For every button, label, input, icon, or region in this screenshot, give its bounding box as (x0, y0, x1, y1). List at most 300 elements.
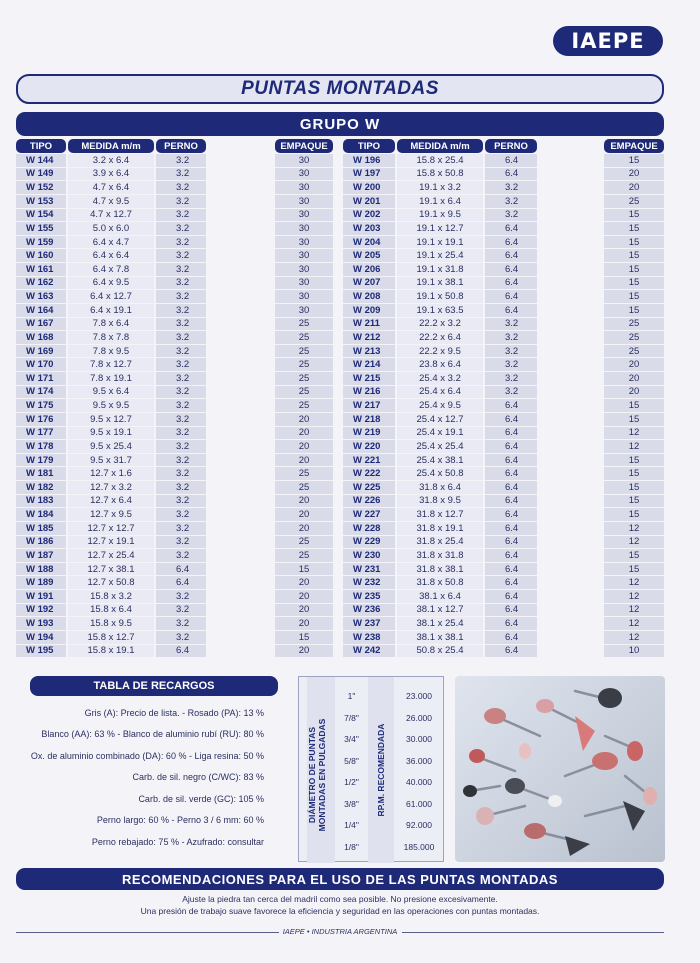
cell-empaque: 25 (275, 481, 333, 495)
recargo-line: Gris (A): Precio de lista. - Rosado (PA): 13 % (84, 707, 264, 718)
cell-perno: 3.2 (485, 209, 537, 223)
cell-medida: 38.1 x 38.1 (397, 631, 483, 645)
cell-perno: 6.4 (485, 495, 537, 509)
right-col-perno (485, 139, 537, 658)
rpm-diameter: 3/8" (344, 798, 359, 809)
cell-perno: 3.2 (156, 427, 206, 441)
cell-empaque: 12 (604, 604, 664, 618)
cell-empaque: 15 (604, 249, 664, 263)
cell-empaque: 25 (604, 318, 664, 332)
cell-empaque: 30 (275, 154, 333, 168)
cell-empaque: 20 (275, 576, 333, 590)
cell-perno: 6.4 (485, 290, 537, 304)
cell-empaque: 30 (275, 209, 333, 223)
cell-tipo: W 168 (16, 331, 66, 345)
cell-perno: 3.2 (156, 318, 206, 332)
cell-tipo: W 222 (343, 467, 395, 481)
cell-empaque: 20 (275, 508, 333, 522)
footer: IAEPE • INDUSTRIA ARGENTINA (16, 927, 664, 936)
cell-perno: 3.2 (485, 181, 537, 195)
cell-empaque: 25 (275, 549, 333, 563)
cell-medida: 19.1 x 38.1 (397, 277, 483, 291)
recargos-title: TABLA DE RECARGOS (30, 676, 278, 696)
cell-perno: 3.2 (485, 345, 537, 359)
cell-perno: 3.2 (156, 481, 206, 495)
cell-perno: 6.4 (485, 440, 537, 454)
cell-medida: 25.4 x 3.2 (397, 372, 483, 386)
cell-medida: 7.8 x 9.5 (68, 345, 154, 359)
cell-perno: 3.2 (156, 331, 206, 345)
cell-tipo: W 169 (16, 345, 66, 359)
cell-perno: 3.2 (156, 522, 206, 536)
cell-empaque: 15 (604, 467, 664, 481)
cell-tipo: W 201 (343, 195, 395, 209)
cell-tipo: W 149 (16, 168, 66, 182)
cell-medida: 25.4 x 9.5 (397, 399, 483, 413)
cell-empaque: 15 (604, 549, 664, 563)
cell-empaque: 15 (604, 154, 664, 168)
cell-tipo: W 192 (16, 604, 66, 618)
cell-medida: 7.8 x 7.8 (68, 331, 154, 345)
cell-medida: 38.1 x 12.7 (397, 604, 483, 618)
footer-rule-right (402, 932, 664, 933)
cell-tipo: W 225 (343, 481, 395, 495)
cell-empaque: 25 (275, 386, 333, 400)
cell-empaque: 15 (604, 563, 664, 577)
cell-empaque: 30 (275, 249, 333, 263)
cell-medida: 12.7 x 1.6 (68, 467, 154, 481)
cell-empaque: 15 (275, 563, 333, 577)
cell-medida: 9.5 x 31.7 (68, 454, 154, 468)
cell-medida: 23.8 x 6.4 (397, 358, 483, 372)
cell-tipo: W 186 (16, 536, 66, 550)
cell-tipo: W 227 (343, 508, 395, 522)
cell-empaque: 25 (275, 372, 333, 386)
cell-perno: 3.2 (485, 195, 537, 209)
cell-medida: 19.1 x 6.4 (397, 195, 483, 209)
cell-tipo: W 178 (16, 440, 66, 454)
cell-perno: 3.2 (156, 386, 206, 400)
cell-medida: 31.8 x 6.4 (397, 481, 483, 495)
header-perno: PERNO (485, 139, 537, 153)
cell-perno: 6.4 (485, 222, 537, 236)
cell-perno: 3.2 (156, 413, 206, 427)
cell-medida: 4.7 x 6.4 (68, 181, 154, 195)
cell-empaque: 10 (604, 645, 664, 659)
rpm-label: RP.M. RECOMENDADA (376, 723, 386, 817)
rpm-value: 92.000 (406, 820, 432, 830)
cell-empaque: 15 (604, 399, 664, 413)
recargo-line: Carb. de sil. negro (C/WC): 83 % (132, 772, 264, 783)
cell-empaque: 15 (604, 222, 664, 236)
cell-medida: 5.0 x 6.0 (68, 222, 154, 236)
cell-perno: 3.2 (156, 263, 206, 277)
rpm-value: 36.000 (406, 755, 432, 766)
cell-tipo: W 183 (16, 495, 66, 509)
cell-medida: 19.1 x 9.5 (397, 209, 483, 223)
cell-perno: 3.2 (156, 604, 206, 618)
cell-empaque: 12 (604, 522, 664, 536)
cell-medida: 9.5 x 19.1 (68, 427, 154, 441)
cell-empaque: 15 (604, 495, 664, 509)
recargo-line: Blanco (AA): 63 % - Blanco de aluminio rubí (RU): 80 % (41, 729, 264, 740)
cell-tipo: W 163 (16, 290, 66, 304)
cell-tipo: W 153 (16, 195, 66, 209)
cell-perno: 3.2 (156, 249, 206, 263)
cell-empaque: 30 (275, 304, 333, 318)
rpm-diameter: 1" (347, 691, 356, 701)
cell-tipo: W 229 (343, 536, 395, 550)
cell-perno: 3.2 (156, 154, 206, 168)
cell-tipo: W 215 (343, 372, 395, 386)
cell-tipo: W 209 (343, 304, 395, 318)
cell-tipo: W 228 (343, 522, 395, 536)
cell-tipo: W 155 (16, 222, 66, 236)
cell-tipo: W 226 (343, 495, 395, 509)
cell-medida: 3.9 x 6.4 (68, 168, 154, 182)
cell-medida: 4.7 x 12.7 (68, 209, 154, 223)
cell-tipo: W 208 (343, 290, 395, 304)
cell-medida: 15.8 x 3.2 (68, 590, 154, 604)
cell-tipo: W 205 (343, 249, 395, 263)
rpm-diameter: 3/4" (344, 734, 359, 744)
cell-perno: 3.2 (156, 195, 206, 209)
cell-perno: 6.4 (485, 549, 537, 563)
cell-medida: 12.7 x 3.2 (68, 481, 154, 495)
cell-perno: 3.2 (156, 236, 206, 250)
cell-perno: 6.4 (485, 481, 537, 495)
cell-perno: 6.4 (485, 427, 537, 441)
cell-tipo: W 170 (16, 358, 66, 372)
cell-perno: 6.4 (485, 168, 537, 182)
rpm-diameter: 1/4" (344, 820, 359, 830)
cell-medida: 9.5 x 6.4 (68, 386, 154, 400)
cell-perno: 3.2 (156, 209, 206, 223)
cell-perno: 6.4 (485, 604, 537, 618)
rpm-value: 40.000 (406, 777, 432, 787)
recommendation-line-1: Ajuste la piedra tan cerca del madril como sea posible. No presione excesivamente. (182, 894, 498, 904)
cell-medida: 19.1 x 3.2 (397, 181, 483, 195)
cell-medida: 9.5 x 12.7 (68, 413, 154, 427)
cell-tipo: W 214 (343, 358, 395, 372)
cell-medida: 6.4 x 7.8 (68, 263, 154, 277)
cell-empaque: 15 (604, 263, 664, 277)
cell-perno: 3.2 (156, 631, 206, 645)
cell-tipo: W 160 (16, 249, 66, 263)
cell-perno: 6.4 (485, 454, 537, 468)
rpm-diameter: 5/8" (344, 755, 359, 766)
cell-perno: 6.4 (485, 522, 537, 536)
diameter-label: DIÁMETRO DE PUNTAS MONTADAS EN PULGADAS (307, 718, 327, 832)
cell-medida: 15.8 x 25.4 (397, 154, 483, 168)
cell-tipo: W 171 (16, 372, 66, 386)
header-empaque: EMPAQUE (604, 139, 664, 153)
cell-medida: 6.4 x 4.7 (68, 236, 154, 250)
cell-tipo: W 154 (16, 209, 66, 223)
recommendations-text (16, 893, 664, 917)
cell-perno: 3.2 (156, 304, 206, 318)
rpm-diameter: 7/8" (344, 712, 359, 723)
cell-empaque: 20 (275, 495, 333, 509)
cell-empaque: 20 (275, 454, 333, 468)
cell-perno: 6.4 (485, 304, 537, 318)
cell-medida: 6.4 x 9.5 (68, 277, 154, 291)
cell-empaque: 20 (275, 617, 333, 631)
cell-medida: 19.1 x 25.4 (397, 249, 483, 263)
header-medida: MEDIDA m/m (397, 139, 483, 153)
cell-empaque: 20 (275, 604, 333, 618)
cell-tipo: W 218 (343, 413, 395, 427)
cell-empaque: 15 (604, 236, 664, 250)
cell-tipo: W 202 (343, 209, 395, 223)
cell-perno: 6.4 (485, 536, 537, 550)
left-col-perno (156, 139, 206, 658)
cell-medida: 15.8 x 12.7 (68, 631, 154, 645)
cell-perno: 6.4 (156, 576, 206, 590)
cell-medida: 22.2 x 9.5 (397, 345, 483, 359)
header-empaque: EMPAQUE (275, 139, 333, 153)
cell-medida: 50.8 x 25.4 (397, 645, 483, 659)
cell-tipo: W 197 (343, 168, 395, 182)
cell-tipo: W 242 (343, 645, 395, 659)
cell-tipo: W 204 (343, 236, 395, 250)
cell-tipo: W 185 (16, 522, 66, 536)
cell-medida: 6.4 x 6.4 (68, 249, 154, 263)
cell-perno: 3.2 (156, 290, 206, 304)
cell-tipo: W 181 (16, 467, 66, 481)
cell-empaque: 12 (604, 440, 664, 454)
cell-medida: 12.7 x 38.1 (68, 563, 154, 577)
cell-empaque: 15 (604, 290, 664, 304)
cell-tipo: W 221 (343, 454, 395, 468)
cell-tipo: W 220 (343, 440, 395, 454)
cell-tipo: W 196 (343, 154, 395, 168)
cell-perno: 3.2 (156, 372, 206, 386)
cell-perno: 3.2 (485, 372, 537, 386)
cell-perno: 6.4 (485, 590, 537, 604)
cell-perno: 6.4 (485, 277, 537, 291)
cell-medida: 31.8 x 9.5 (397, 495, 483, 509)
cell-tipo: W 177 (16, 427, 66, 441)
cell-medida: 25.4 x 25.4 (397, 440, 483, 454)
cell-empaque: 15 (275, 631, 333, 645)
cell-medida: 6.4 x 19.1 (68, 304, 154, 318)
cell-tipo: W 231 (343, 563, 395, 577)
cell-medida: 31.8 x 38.1 (397, 563, 483, 577)
cell-tipo: W 144 (16, 154, 66, 168)
cell-empaque: 12 (604, 536, 664, 550)
cell-tipo: W 200 (343, 181, 395, 195)
cell-medida: 19.1 x 63.5 (397, 304, 483, 318)
cell-medida: 25.4 x 38.1 (397, 454, 483, 468)
cell-tipo: W 152 (16, 181, 66, 195)
cell-medida: 31.8 x 31.8 (397, 549, 483, 563)
cell-medida: 19.1 x 50.8 (397, 290, 483, 304)
page-title: PUNTAS MONTADAS (16, 74, 664, 104)
cell-perno: 3.2 (156, 181, 206, 195)
rpm-value: 185.000 (403, 841, 435, 852)
cell-tipo: W 217 (343, 399, 395, 413)
cell-tipo: W 175 (16, 399, 66, 413)
cell-medida: 38.1 x 6.4 (397, 590, 483, 604)
cell-medida: 31.8 x 19.1 (397, 522, 483, 536)
cell-empaque: 30 (275, 168, 333, 182)
cell-tipo: W 238 (343, 631, 395, 645)
cell-medida: 19.1 x 12.7 (397, 222, 483, 236)
cell-tipo: W 235 (343, 590, 395, 604)
cell-empaque: 30 (275, 263, 333, 277)
cell-empaque: 30 (275, 181, 333, 195)
cell-tipo: W 184 (16, 508, 66, 522)
rpm-diameter: 1/8" (344, 841, 359, 852)
cell-tipo: W 207 (343, 277, 395, 291)
cell-tipo: W 188 (16, 563, 66, 577)
cell-perno: 6.4 (485, 563, 537, 577)
cell-perno: 3.2 (485, 386, 537, 400)
cell-perno: 3.2 (156, 454, 206, 468)
cell-empaque: 20 (275, 427, 333, 441)
cell-empaque: 15 (604, 277, 664, 291)
cell-perno: 6.4 (485, 508, 537, 522)
right-col-empaque (604, 139, 664, 658)
cell-medida: 12.7 x 9.5 (68, 508, 154, 522)
cell-empaque: 30 (275, 195, 333, 209)
cell-tipo: W 211 (343, 318, 395, 332)
recommendation-line-2: Una presión de trabajo suave favorece la eficiencia y seguridad en las operaciones con puntas montadas. (140, 906, 540, 916)
recargos-table (16, 676, 282, 862)
cell-perno: 3.2 (156, 168, 206, 182)
cell-empaque: 30 (275, 277, 333, 291)
cell-perno: 3.2 (156, 508, 206, 522)
cell-empaque: 25 (275, 318, 333, 332)
cell-tipo: W 167 (16, 318, 66, 332)
recargo-line: Perno rebajado: 75 % - Azufrado: consultar (91, 836, 264, 847)
cell-medida: 19.1 x 31.8 (397, 263, 483, 277)
cell-tipo: W 159 (16, 236, 66, 250)
cell-perno: 6.4 (485, 617, 537, 631)
cell-empaque: 25 (275, 358, 333, 372)
cell-medida: 7.8 x 6.4 (68, 318, 154, 332)
cell-perno: 3.2 (156, 495, 206, 509)
rpm-value: 61.000 (406, 798, 432, 809)
cell-medida: 31.8 x 12.7 (397, 508, 483, 522)
cell-tipo: W 194 (16, 631, 66, 645)
cell-medida: 15.8 x 9.5 (68, 617, 154, 631)
cell-empaque: 15 (604, 454, 664, 468)
cell-perno: 6.4 (485, 263, 537, 277)
rpm-diameter: 1/2" (344, 777, 359, 787)
cell-perno: 6.4 (485, 576, 537, 590)
cell-perno: 3.2 (485, 358, 537, 372)
cell-medida: 25.4 x 6.4 (397, 386, 483, 400)
cell-perno: 3.2 (156, 358, 206, 372)
cell-medida: 25.4 x 19.1 (397, 427, 483, 441)
mounted-points-image (455, 676, 665, 862)
cell-medida: 9.5 x 25.4 (68, 440, 154, 454)
cell-tipo: W 162 (16, 277, 66, 291)
cell-medida: 12.7 x 12.7 (68, 522, 154, 536)
cell-perno: 6.4 (485, 249, 537, 263)
cell-medida: 22.2 x 6.4 (397, 331, 483, 345)
cell-medida: 12.7 x 6.4 (68, 495, 154, 509)
cell-medida: 12.7 x 25.4 (68, 549, 154, 563)
header-perno: PERNO (156, 139, 206, 153)
right-col-medida (397, 139, 483, 658)
cell-tipo: W 164 (16, 304, 66, 318)
cell-perno: 3.2 (156, 549, 206, 563)
cell-medida: 15.8 x 50.8 (397, 168, 483, 182)
cell-perno: 6.4 (485, 154, 537, 168)
cell-empaque: 30 (275, 236, 333, 250)
cell-empaque: 15 (604, 304, 664, 318)
cell-medida: 7.8 x 19.1 (68, 372, 154, 386)
cell-tipo: W 176 (16, 413, 66, 427)
cell-perno: 6.4 (156, 645, 206, 659)
cell-empaque: 20 (275, 413, 333, 427)
cell-tipo: W 219 (343, 427, 395, 441)
cell-medida: 7.8 x 12.7 (68, 358, 154, 372)
cell-tipo: W 189 (16, 576, 66, 590)
cell-empaque: 12 (604, 590, 664, 604)
cell-perno: 3.2 (156, 399, 206, 413)
rpm-value: 23.000 (406, 691, 432, 701)
cell-empaque: 12 (604, 617, 664, 631)
cell-empaque: 25 (604, 195, 664, 209)
recargo-line: Perno largo: 60 % - Perno 3 / 6 mm: 60 % (96, 815, 264, 826)
cell-tipo: W 191 (16, 590, 66, 604)
cell-perno: 3.2 (156, 536, 206, 550)
recargo-line: Ox. de aluminio combinado (DA): 60 % - Liga resina: 50 % (30, 750, 264, 761)
cell-empaque: 25 (604, 331, 664, 345)
cell-medida: 22.2 x 3.2 (397, 318, 483, 332)
cell-tipo: W 237 (343, 617, 395, 631)
cell-empaque: 20 (275, 590, 333, 604)
cell-tipo: W 213 (343, 345, 395, 359)
rpm-table (298, 676, 444, 862)
cell-medida: 15.8 x 19.1 (68, 645, 154, 659)
cell-perno: 6.4 (485, 399, 537, 413)
cell-medida: 6.4 x 12.7 (68, 290, 154, 304)
cell-empaque: 30 (275, 222, 333, 236)
cell-empaque: 15 (604, 481, 664, 495)
cell-medida: 19.1 x 19.1 (397, 236, 483, 250)
cell-medida: 12.7 x 19.1 (68, 536, 154, 550)
cell-perno: 3.2 (156, 277, 206, 291)
cell-perno: 6.4 (485, 413, 537, 427)
cell-tipo: W 182 (16, 481, 66, 495)
cell-empaque: 20 (604, 181, 664, 195)
cell-perno: 3.2 (156, 467, 206, 481)
cell-tipo: W 195 (16, 645, 66, 659)
cell-empaque: 20 (275, 440, 333, 454)
cell-empaque: 15 (604, 209, 664, 223)
cell-perno: 3.2 (156, 590, 206, 604)
left-col-tipo (16, 139, 66, 658)
cell-empaque: 25 (275, 345, 333, 359)
cell-perno: 6.4 (156, 563, 206, 577)
cell-tipo: W 212 (343, 331, 395, 345)
cell-empaque: 25 (275, 399, 333, 413)
recargo-line: Carb. de sil. verde (GC): 105 % (138, 793, 264, 804)
left-col-medida (68, 139, 154, 658)
cell-tipo: W 232 (343, 576, 395, 590)
cell-perno: 6.4 (485, 467, 537, 481)
cell-empaque: 20 (604, 386, 664, 400)
cell-empaque: 25 (275, 536, 333, 550)
rpm-value: 26.000 (406, 712, 432, 723)
header-tipo: TIPO (343, 139, 395, 153)
cell-medida: 9.5 x 9.5 (68, 399, 154, 413)
